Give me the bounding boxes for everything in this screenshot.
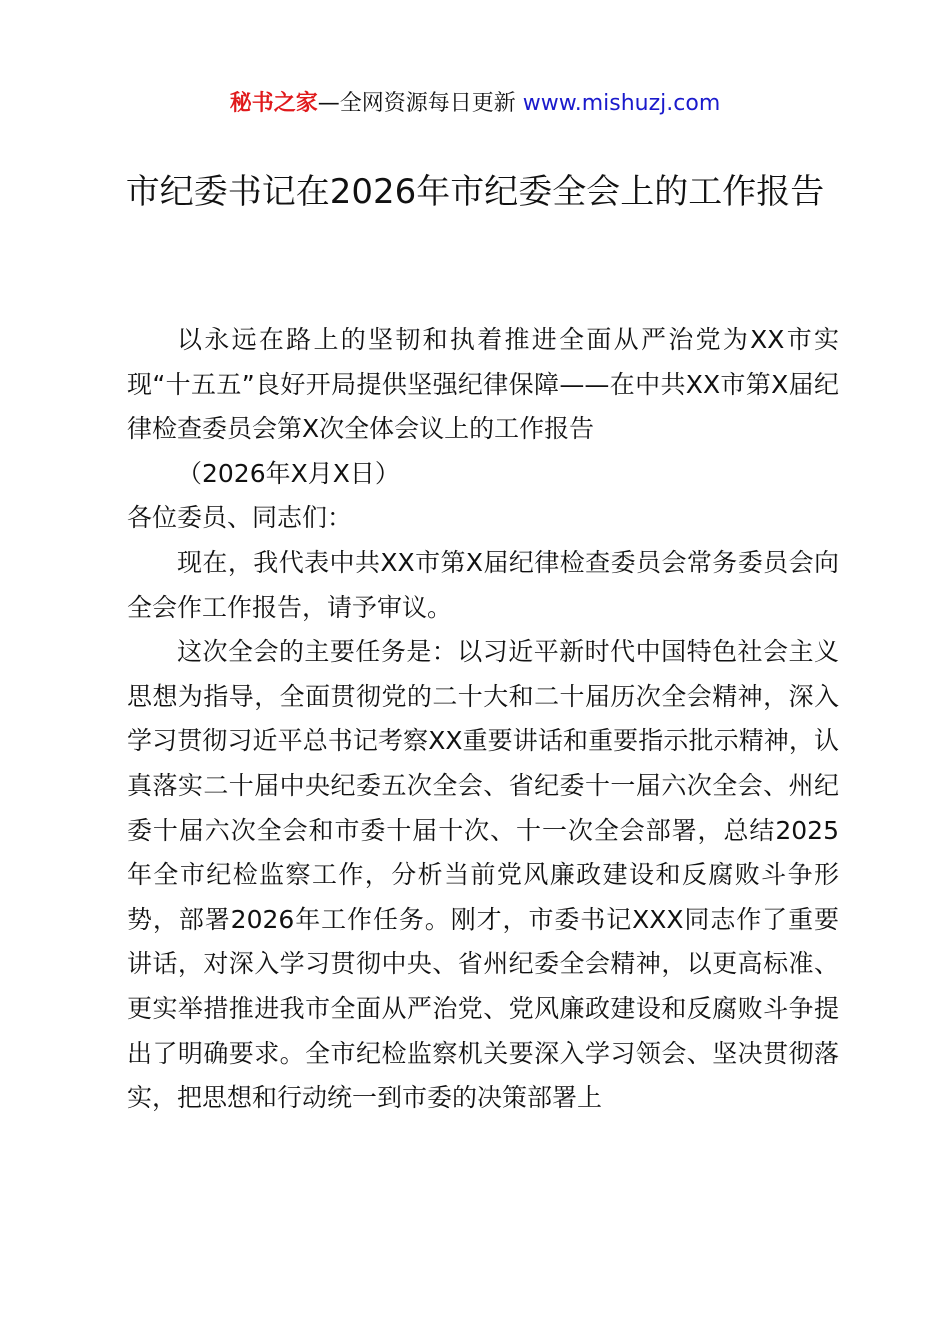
header-banner xyxy=(0,88,950,120)
site-url-link[interactable]: www.mishuzj.com xyxy=(522,91,721,116)
report-date: （2026年X月X日） xyxy=(177,458,400,488)
paragraph-2: 这次全会的主要任务是：以习近平新时代中国特色社会主义思想为指导，全面贯彻党的二十大和二十届历次全会精神，深入学习贯彻习近平总书记考察XX重要讲话和重要指示批示精神，认真落实二十届中央纪委五次全会、省纪委十一届六次全会、州纪委十届六次全会和市委十届十次、十一次全会部署，总结2025年全市纪检监察工作，分析当前党风廉政建设和反腐败斗争形势，部署2026年工作任务。刚才，市委书记XXX同志作了重要讲话，对深入学习贯彻中央、省州纪委全会精神，以更高标准、更实举措推进我市全面从严治党、党风廉政建设和反腐败斗争提出了明确要求。全市纪检监察机关要深入学习领会、坚决贯彻落实，把思想和行动统一到市委的决策部署上 xyxy=(127,637,839,1113)
header-tagline: —全网资源每日更新 xyxy=(317,91,523,116)
report-subtitle: 以永远在路上的坚韧和执着推进全面从严治党为XX市实现“十五五”良好开局提供坚强纪律保障——在中共XX市第X届纪律检查委员会第X次全体会议上的工作报告 xyxy=(127,325,839,444)
document-body xyxy=(127,318,839,1121)
document-title: 市纪委书记在2026年市纪委全会上的工作报告 xyxy=(125,172,825,212)
brand-name: 秘书之家 xyxy=(229,91,318,116)
salutation: 各位委员、同志们： xyxy=(127,503,353,533)
paragraph-1: 现在，我代表中共XX市第X届纪律检查委员会常务委员会向全会作工作报告，请予审议。 xyxy=(127,547,839,622)
